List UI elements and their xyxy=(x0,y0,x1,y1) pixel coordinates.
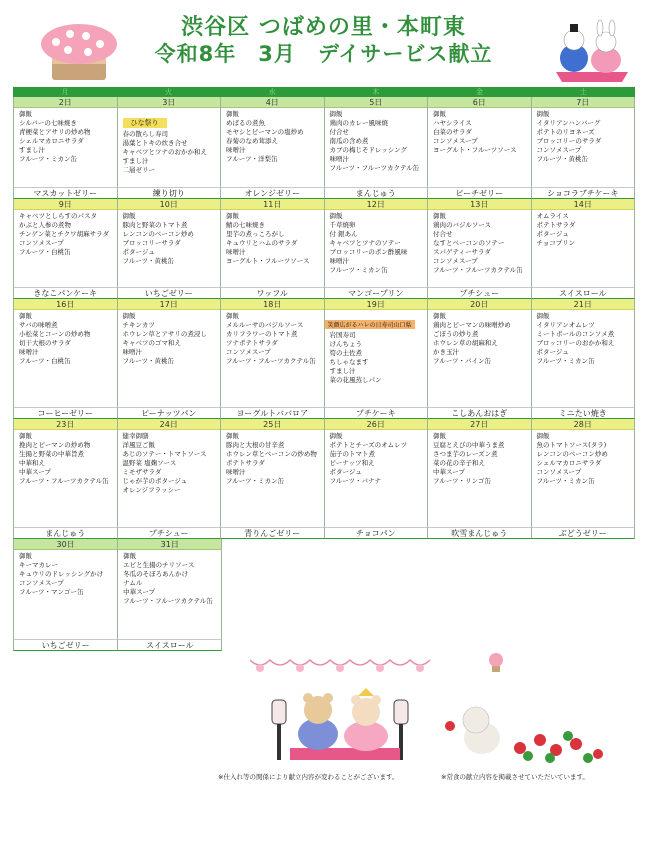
menu-item: あじのソテー・トマトソース xyxy=(122,450,207,458)
day-cell xyxy=(428,97,532,187)
menu-item: フルーツ・黄桃缶 xyxy=(536,155,588,163)
snack-cell: プチシュー xyxy=(118,527,222,539)
day-cell xyxy=(428,199,532,287)
menu-item: 洋風豆ご飯 xyxy=(122,441,155,449)
day-cell xyxy=(325,299,429,407)
menu-item: フルーツ・白桃缶 xyxy=(19,357,71,365)
menu-item: カリフラワーのトマト煮 xyxy=(226,330,298,338)
day-date: 19日 xyxy=(325,299,428,310)
menu-body xyxy=(428,430,531,486)
menu-item: フルーツ・黄桃缶 xyxy=(122,257,174,265)
menu-item: 御飯 xyxy=(19,312,32,320)
snack-cell: ワッフル xyxy=(221,287,325,299)
day-cell xyxy=(428,299,532,407)
snack-row xyxy=(13,527,635,539)
menu-item: シルバーの七味焼き xyxy=(19,119,77,127)
menu-item: ポテトサラダ xyxy=(536,221,576,229)
menu-item: シェルマカロニサラダ xyxy=(536,459,602,467)
day-date: 26日 xyxy=(325,419,428,430)
menu-item: キャベツのゴマ和え xyxy=(122,339,181,347)
day-cell xyxy=(13,299,118,407)
menu-item: ポテトのリヨネーズ xyxy=(536,128,595,136)
weekday-tue: 火 xyxy=(165,88,172,96)
snack-cell: ショコラブチケーキ xyxy=(532,187,636,199)
menu-item: 里芋の煮っころがし xyxy=(226,230,285,238)
day-date: 27日 xyxy=(428,419,531,430)
menu-body xyxy=(118,210,221,266)
menu-item: 健幸御膳 xyxy=(122,432,149,440)
menu-item: じゃが芋のポタージュ xyxy=(122,477,188,485)
menu-item: 茄子のトマト煮 xyxy=(329,450,375,458)
snack-cell: 吹雪まんじゅう xyxy=(428,527,532,539)
menu-item: キャベツとツナのソテー xyxy=(329,239,401,247)
day-cell xyxy=(13,419,118,527)
menu-item: 湯葉とトキの炊き合せ xyxy=(122,139,188,147)
snack-cell: きなこパンケーキ xyxy=(13,287,118,299)
menu-item: キュウリのドレッシングかけ xyxy=(19,570,104,578)
menu-item: キャベツとツナのおかか和え xyxy=(122,148,207,156)
menu-item: フルーツ・黄桃缶 xyxy=(122,357,174,365)
menu-item: 鶏肉のバジルソース xyxy=(433,221,492,229)
day-date: 2日 xyxy=(14,97,117,108)
weekday-thu: 木 xyxy=(372,88,380,96)
snack-cell: マンゴープリン xyxy=(325,287,429,299)
menu-item: ポテトとチーズのオムレツ xyxy=(329,441,408,449)
menu-item: 冬瓜のそぼろあんかけ xyxy=(123,570,189,578)
menu-item: 中華スープ xyxy=(123,588,156,596)
day-cell xyxy=(325,199,429,287)
menu-body xyxy=(221,430,324,486)
day-date: 14日 xyxy=(532,199,635,210)
menu-item: サバの味噌煮 xyxy=(19,321,58,329)
menu-item: オレンジフラッシー xyxy=(122,486,181,494)
day-date: 20日 xyxy=(428,299,531,310)
snack-cell: いちごゼリー xyxy=(13,639,118,651)
menu-body xyxy=(325,210,428,275)
menu-body xyxy=(118,430,221,495)
day-cell xyxy=(532,97,636,187)
day-date: 25日 xyxy=(221,419,324,430)
menu-item: 御飯 xyxy=(329,110,343,118)
menu-item: 青梗菜とアサリの炒め物 xyxy=(19,128,91,136)
menu-item: 菜の花風蒸しパン xyxy=(329,376,382,384)
menu-item: 小松菜とコーンの炒め物 xyxy=(19,330,91,338)
menu-calendar xyxy=(13,87,635,651)
menu-item: 付合せ xyxy=(433,230,453,238)
menu-item: 豚肉と大根の甘辛煮 xyxy=(226,441,285,449)
menu-item: コンソメスープ xyxy=(433,137,478,145)
menu-item: ブロッコリーのポン酢風味 xyxy=(329,248,408,256)
menu-item: フルーツ・ミカン缶 xyxy=(329,266,388,274)
menu-item: ミモザサラダ xyxy=(122,468,162,476)
weekday-wed: 水 xyxy=(268,88,276,96)
menu-item: チョコプリン xyxy=(536,239,576,247)
menu-item: フルーツ・リンゴ缶 xyxy=(433,477,491,485)
day-cell xyxy=(13,199,118,287)
day-date: 7日 xyxy=(532,97,635,108)
menu-item: ポタージュ xyxy=(536,230,569,238)
menu-item: 味噌汁 xyxy=(226,468,246,476)
page-subtitle: 令和8年 3月 デイサービス献立 xyxy=(154,42,493,66)
day-date: 4日 xyxy=(221,97,324,108)
menu-item: 御飯 xyxy=(433,312,446,320)
menu-item: 挽肉とピーマンの炒め物 xyxy=(19,441,91,449)
menu-item: フルーツ・バナナ xyxy=(329,477,381,485)
menu-item: かぶと人参の煮物 xyxy=(19,221,71,229)
menu-item: 御飯 xyxy=(433,212,446,220)
hina-matsuri-illustration xyxy=(250,640,630,770)
menu-item: 御飯 xyxy=(536,312,550,320)
menu-item: ポタージュ xyxy=(122,248,155,256)
menu-item: フルーツ・フルーツカクテル缶 xyxy=(329,164,420,172)
day-date: 9日 xyxy=(14,199,117,210)
menu-item: 御飯 xyxy=(19,110,32,118)
menu-item: イタリアンハンバーグ xyxy=(536,119,601,127)
day-date: 16日 xyxy=(14,299,117,310)
menu-item: ちしゃなます xyxy=(329,358,369,366)
menu-item: フルーツ・ミカン缶 xyxy=(536,357,595,365)
menu-item: 魚のトマトソース(タラ) xyxy=(536,441,607,449)
day-date: 10日 xyxy=(118,199,221,210)
menu-item: フルーツ・白桃缶 xyxy=(19,248,71,256)
menu-body xyxy=(532,210,635,248)
menu-item: 御飯 xyxy=(19,432,32,440)
menu-item: フルーツ・マンゴー缶 xyxy=(19,588,84,596)
menu-item: 二層ゼリー xyxy=(122,166,155,174)
menu-item: 味噌汁 xyxy=(226,248,246,256)
snack-cell: ヨーグルトババロア xyxy=(221,407,325,419)
menu-item: かき玉汁 xyxy=(433,348,459,356)
snack-cell: スイスロール xyxy=(118,639,222,651)
menu-item: 味噌汁 xyxy=(19,348,39,356)
menu-item: ホウレン草とベーコンの炒め物 xyxy=(226,450,317,458)
menu-body xyxy=(14,550,117,597)
day-cell xyxy=(222,539,325,639)
week-row xyxy=(13,419,635,527)
snack-cell: まんじゅう xyxy=(13,527,118,539)
footnote-left: ※仕入れ等の関係により献立内容が変わることがございます。 xyxy=(218,773,399,781)
menu-item: チンゲン菜とチクワ胡麻サラダ xyxy=(19,230,110,238)
menu-item: カブの梅じそドレッシング xyxy=(329,146,408,154)
menu-item: レンコンのベーコン炒め xyxy=(536,450,608,458)
snack-cell: コーヒーゼリー xyxy=(13,407,118,419)
menu-item: フルーツ・パイン缶 xyxy=(433,357,491,365)
menu-item: ブロッコリーのサラダ xyxy=(536,137,602,145)
day-cell xyxy=(118,97,222,187)
snack-cell: ピーナッツパン xyxy=(118,407,222,419)
menu-item: 春の散らし寿司 xyxy=(122,130,168,138)
menu-item: 千草焼卵 xyxy=(329,221,356,229)
snack-cell: マスカットゼリー xyxy=(13,187,118,199)
menu-body xyxy=(118,310,221,366)
day-date: 17日 xyxy=(118,299,221,310)
menu-item: 付合せ xyxy=(329,128,349,136)
day-cell xyxy=(428,419,532,527)
menu-item: 味噌汁 xyxy=(329,257,349,265)
menu-item: 御飯 xyxy=(226,312,239,320)
calendar-weeks xyxy=(13,97,635,651)
menu-item: 中華スープ xyxy=(19,468,51,476)
menu-item: すまし汁 xyxy=(329,367,356,375)
menu-body xyxy=(325,108,428,173)
snack-cell: ピーチゼリー xyxy=(428,187,532,199)
menu-item: ホウレン草の胡麻和え xyxy=(433,339,498,347)
menu-body xyxy=(325,310,428,385)
day-cell xyxy=(326,539,429,639)
menu-body xyxy=(428,108,531,155)
menu-body xyxy=(221,108,324,164)
menu-body xyxy=(428,210,531,275)
menu-item: コンソメスープ xyxy=(226,348,271,356)
menu-item: 味噌汁 xyxy=(226,146,246,154)
day-cell xyxy=(532,419,636,527)
day-date: 30日 xyxy=(14,539,117,550)
menu-item: ナムル xyxy=(123,579,143,587)
menu-item: ポタージュ xyxy=(536,348,569,356)
day-cell xyxy=(221,419,325,527)
snack-cell: オレンジゼリー xyxy=(221,187,325,199)
day-cell xyxy=(532,299,636,407)
menu-item: 味噌汁 xyxy=(329,155,349,163)
menu-body xyxy=(118,550,221,606)
menu-body xyxy=(14,310,117,366)
menu-item: 豆腐とえびの中華うま煮 xyxy=(433,441,505,449)
menu-item: 付 銀あん xyxy=(329,230,358,238)
snack-row xyxy=(13,287,635,299)
snack-cell: プチシュー xyxy=(428,287,532,299)
day-date: 13日 xyxy=(428,199,531,210)
menu-item: オムライス xyxy=(536,212,569,220)
day-date: 11日 xyxy=(221,199,324,210)
menu-item: コンソメスープ xyxy=(433,257,478,265)
menu-body xyxy=(14,108,117,164)
menu-body xyxy=(428,310,531,366)
day-cell xyxy=(118,299,222,407)
menu-item: ハヤシライス xyxy=(433,119,472,127)
day-cell xyxy=(13,97,118,187)
menu-body xyxy=(325,430,428,486)
menu-item: 御飯 xyxy=(122,312,136,320)
snack-cell: ミニたい焼き xyxy=(532,407,636,419)
menu-item: 岩国寿司 xyxy=(329,331,356,339)
menu-item: 御飯 xyxy=(536,110,550,118)
snack-cell: 練り切り xyxy=(118,187,222,199)
day-date: 18日 xyxy=(221,299,324,310)
menu-item: シェルマカロニサラダ xyxy=(19,137,84,145)
menu-item: コンソメスープ xyxy=(536,146,582,154)
day-cell xyxy=(118,199,222,287)
menu-item: 御飯 xyxy=(226,110,239,118)
day-cell xyxy=(118,539,222,639)
menu-item: 菜の花の辛子和え xyxy=(433,459,485,467)
menu-item: 生揚と野菜の中華旨煮 xyxy=(19,450,84,458)
menu-item: ポタージュ xyxy=(329,468,362,476)
menu-item: スパゲティーサラダ xyxy=(433,248,491,256)
menu-item: ごぼうの炒り煮 xyxy=(433,330,479,338)
menu-item: メルルーサのバジルソース xyxy=(226,321,304,329)
menu-body xyxy=(14,430,117,486)
menu-body xyxy=(14,210,117,257)
week-row xyxy=(13,97,635,187)
day-cell xyxy=(221,299,325,407)
menu-item: ヨーグルト・フルーツソース xyxy=(226,257,310,265)
snack-cell: プチケーキ xyxy=(325,407,429,419)
menu-item: ホウレン草とアサリの煮浸し xyxy=(122,330,207,338)
menu-item: ヨーグルト・フルーツソース xyxy=(433,146,517,154)
menu-item: なすとベーコンのソテー xyxy=(433,239,505,247)
menu-item: キャベツとしらすのパスタ xyxy=(19,212,97,220)
menu-item: フルーツ・フルーツカクテル缶 xyxy=(433,266,523,274)
day-cell xyxy=(221,97,325,187)
menu-item: コンソメスープ xyxy=(19,579,64,587)
day-cell xyxy=(532,199,636,287)
menu-item: レンコンのベーコン炒め xyxy=(122,230,194,238)
menu-item: すまし汁 xyxy=(19,146,45,154)
menu-item: 御飯 xyxy=(329,432,343,440)
menu-item: 御飯 xyxy=(536,432,550,440)
menu-item: 豚肉と野菜のトマト煮 xyxy=(122,221,188,229)
snack-cell: チョコパン xyxy=(325,527,429,539)
week-row xyxy=(13,539,635,639)
day-date: 23日 xyxy=(14,419,117,430)
menu-body xyxy=(118,108,221,175)
menu-item: 御飯 xyxy=(226,432,239,440)
day-cell xyxy=(13,539,118,639)
footnote-right: ※常食の献立内容を掲載させていただいています。 xyxy=(441,773,589,781)
menu-body xyxy=(221,210,324,266)
menu-item: ブロッコリーのおかか和え xyxy=(536,339,615,347)
menu-item: 鯖の七味焼き xyxy=(226,221,265,229)
menu-item: ブロッコリーサラダ xyxy=(122,239,181,247)
menu-item: フルーツ・フルーツカクテル缶 xyxy=(19,477,109,485)
day-cell xyxy=(221,199,325,287)
snack-cell: まんじゅう xyxy=(325,187,429,199)
menu-item: 鶏肉とピーマンの味噌炒め xyxy=(433,321,511,329)
snack-cell: ぶどうゼリー xyxy=(532,527,636,539)
week-row xyxy=(13,299,635,407)
day-date: 3日 xyxy=(118,97,221,108)
menu-item: モヤシとピーマンの塩炒め xyxy=(226,128,304,136)
menu-item: 南瓜の含め煮 xyxy=(329,137,369,145)
menu-body xyxy=(532,430,635,486)
menu-item: フルーツ・洋梨缶 xyxy=(226,155,278,163)
day-date: 21日 xyxy=(532,299,635,310)
menu-item: 御飯 xyxy=(226,212,239,220)
menu-item: 御飯 xyxy=(19,552,32,560)
menu-item: 切干大根のサラダ xyxy=(19,339,71,347)
menu-item: エビと生揚のチリソース xyxy=(123,561,195,569)
menu-item: ピーナッツ和え xyxy=(329,459,375,467)
snack-cell: スイスロール xyxy=(532,287,636,299)
menu-item: 春菊のなめ茸添え xyxy=(226,137,278,145)
hina-doll-bunnies-icon xyxy=(552,14,632,84)
menu-item: ツナポテトサラダ xyxy=(226,339,278,347)
menu-item: イタリアンオムレツ xyxy=(536,321,595,329)
weekday-mon: 月 xyxy=(61,88,69,96)
snack-row xyxy=(13,407,635,419)
menu-item: 御飯 xyxy=(433,432,446,440)
day-date: 5日 xyxy=(325,97,428,108)
day-cell xyxy=(429,539,532,639)
menu-item: 中華和え xyxy=(19,459,45,467)
menu-item: 白菜のサラダ xyxy=(433,128,472,136)
snack-row xyxy=(13,187,635,199)
menu-item: フルーツ・ミカン缶 xyxy=(226,477,284,485)
menu-body xyxy=(221,310,324,366)
page-title: 渋谷区 つばめの里・本町東 xyxy=(181,15,466,40)
menu-body xyxy=(532,108,635,164)
snack-cell: 青りんごゼリー xyxy=(221,527,325,539)
menu-item: コンソメスープ xyxy=(536,468,582,476)
menu-item: キュウリとハムのサラダ xyxy=(226,239,298,247)
menu-item: すまし汁 xyxy=(122,157,149,165)
snack-cell: こしあんおはぎ xyxy=(428,407,532,419)
menu-item: 御飯 xyxy=(122,212,136,220)
weekday-sat: 土 xyxy=(579,88,587,96)
day-cell xyxy=(532,539,635,639)
menu-item: 筍の土佐煮 xyxy=(329,349,362,357)
menu-item: めばるの煮魚 xyxy=(226,119,265,127)
day-cell xyxy=(118,419,222,527)
menu-item: 御飯 xyxy=(123,552,137,560)
menu-item: フルーツ・フルーツカクテル缶 xyxy=(226,357,316,365)
menu-item: 御飯 xyxy=(433,110,446,118)
menu-item: フルーツ・フルーツカクテル缶 xyxy=(123,597,213,605)
menu-item: 味噌汁 xyxy=(122,348,142,356)
menu-item: ミートボールのコンソメ煮 xyxy=(536,330,615,338)
menu-item: けんちょう xyxy=(329,340,362,348)
event-tag: ひな祭り xyxy=(123,118,167,128)
event-note: 笑顔広がるハレの日寿司山口県 xyxy=(325,320,415,329)
menu-item: 温野菜 塩麹ソース xyxy=(122,459,177,467)
menu-item: チキンカツ xyxy=(122,321,155,329)
day-date: 6日 xyxy=(428,97,531,108)
weekday-header xyxy=(13,87,635,97)
menu-item: 鶏肉のカレー風味焼 xyxy=(329,119,388,127)
weekday-fri: 金 xyxy=(476,88,484,96)
menu-item: コンソメスープ xyxy=(19,239,64,247)
menu-item: 中華スープ xyxy=(433,468,465,476)
day-date: 12日 xyxy=(325,199,428,210)
menu-item: ポテトサラダ xyxy=(226,459,265,467)
menu-item: 御飯 xyxy=(329,212,343,220)
day-date: 24日 xyxy=(118,419,221,430)
menu-item: フルーツ・ミカン缶 xyxy=(19,155,77,163)
menu-item: キーマカレー xyxy=(19,561,58,569)
day-date: 31日 xyxy=(118,539,221,550)
day-cell xyxy=(325,97,429,187)
menu-item: さつま芋のレーズン煮 xyxy=(433,450,498,458)
week-row xyxy=(13,199,635,287)
day-date: 28日 xyxy=(532,419,635,430)
menu-item: フルーツ・ミカン缶 xyxy=(536,477,595,485)
day-cell xyxy=(325,419,429,527)
snack-cell: いちごゼリー xyxy=(118,287,222,299)
menu-body xyxy=(532,310,635,366)
